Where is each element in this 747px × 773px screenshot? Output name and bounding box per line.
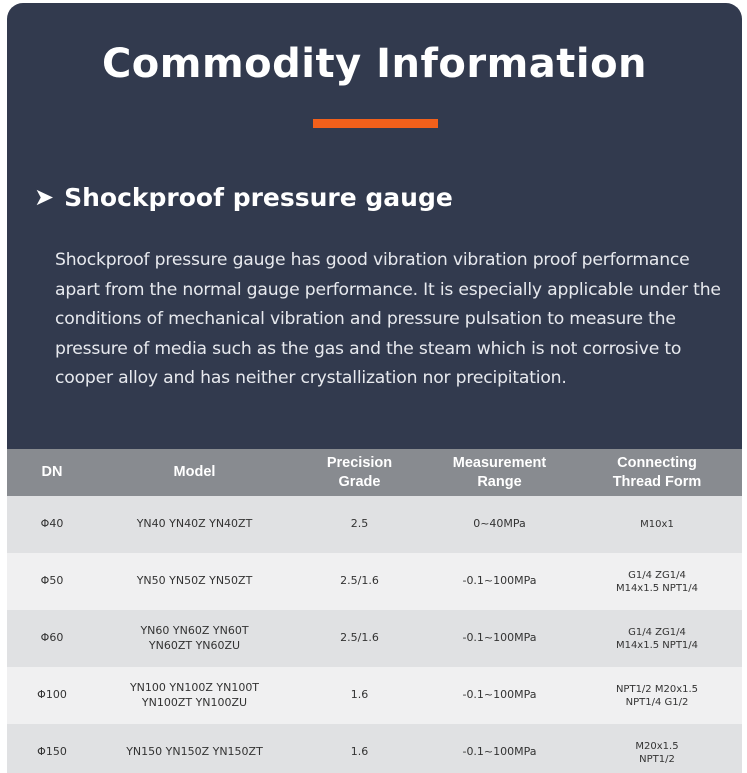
cell-dn: Φ150 <box>37 745 67 759</box>
cell-model: YN100 YN100Z YN100T YN100ZT YN100ZU <box>129 681 260 709</box>
product-description: Shockproof pressure gauge has good vibration vibration proof performance apart from the normal gauge performance. It is especially applicable under the conditions of mechanical vibration and pressure pulsation to measure the pressure of media such as the gas and the steam which is not corrosive to cooper alloy and has neither crystallization nor precipitation. <box>55 250 721 388</box>
cell-precision: 2.5/1.6 <box>340 574 379 588</box>
section-title: Shockproof pressure gauge <box>64 183 453 212</box>
table-row <box>7 724 742 773</box>
cell-dn: Φ60 <box>40 631 64 645</box>
cell-thread: G1/4 ZG1/4 M14x1.5 NPT1/4 <box>615 569 699 594</box>
column-header-thread: Connecting Thread Form <box>612 454 702 490</box>
cell-model: YN40 YN40Z YN40ZT <box>136 517 253 531</box>
cell-model: YN150 YN150Z YN150ZT <box>126 745 263 759</box>
cell-thread: NPT1/2 M20x1.5 NPT1/4 G1/2 <box>615 683 699 708</box>
table-row <box>7 496 742 553</box>
cell-model: YN50 YN50Z YN50ZT <box>136 574 253 588</box>
cell-thread: M20x1.5 NPT1/2 <box>635 740 679 765</box>
commodity-card <box>7 3 742 773</box>
spec-table <box>7 449 742 773</box>
cell-dn: Φ40 <box>40 517 64 531</box>
arrow-right-icon: ➤ <box>34 183 55 211</box>
table-row <box>7 667 742 724</box>
cell-precision: 2.5/1.6 <box>340 631 379 645</box>
cell-precision: 1.6 <box>350 688 369 702</box>
cell-dn: Φ50 <box>40 574 64 588</box>
section-heading <box>34 183 453 212</box>
column-header-range: Measurement Range <box>452 454 547 490</box>
table-row <box>7 553 742 610</box>
cell-range: -0.1~100MPa <box>462 688 537 702</box>
cell-range: -0.1~100MPa <box>462 745 537 759</box>
title-underline <box>313 119 438 128</box>
cell-thread: G1/4 ZG1/4 M14x1.5 NPT1/4 <box>615 626 699 651</box>
cell-precision: 1.6 <box>350 745 369 759</box>
column-header-dn: DN <box>41 464 63 481</box>
cell-precision: 2.5 <box>350 517 369 531</box>
cell-dn: Φ100 <box>37 688 67 702</box>
page-title: Commodity Information <box>101 41 648 87</box>
table-row <box>7 610 742 667</box>
cell-model: YN60 YN60Z YN60T YN60ZT YN60ZU <box>140 624 249 652</box>
cell-range: 0~40MPa <box>473 517 526 531</box>
column-header-precision: Precision Grade <box>326 454 393 490</box>
cell-range: -0.1~100MPa <box>462 631 537 645</box>
cell-thread: M10x1 <box>640 519 674 530</box>
cell-range: -0.1~100MPa <box>462 574 537 588</box>
table-header-row <box>7 449 742 496</box>
column-header-model: Model <box>173 464 216 481</box>
